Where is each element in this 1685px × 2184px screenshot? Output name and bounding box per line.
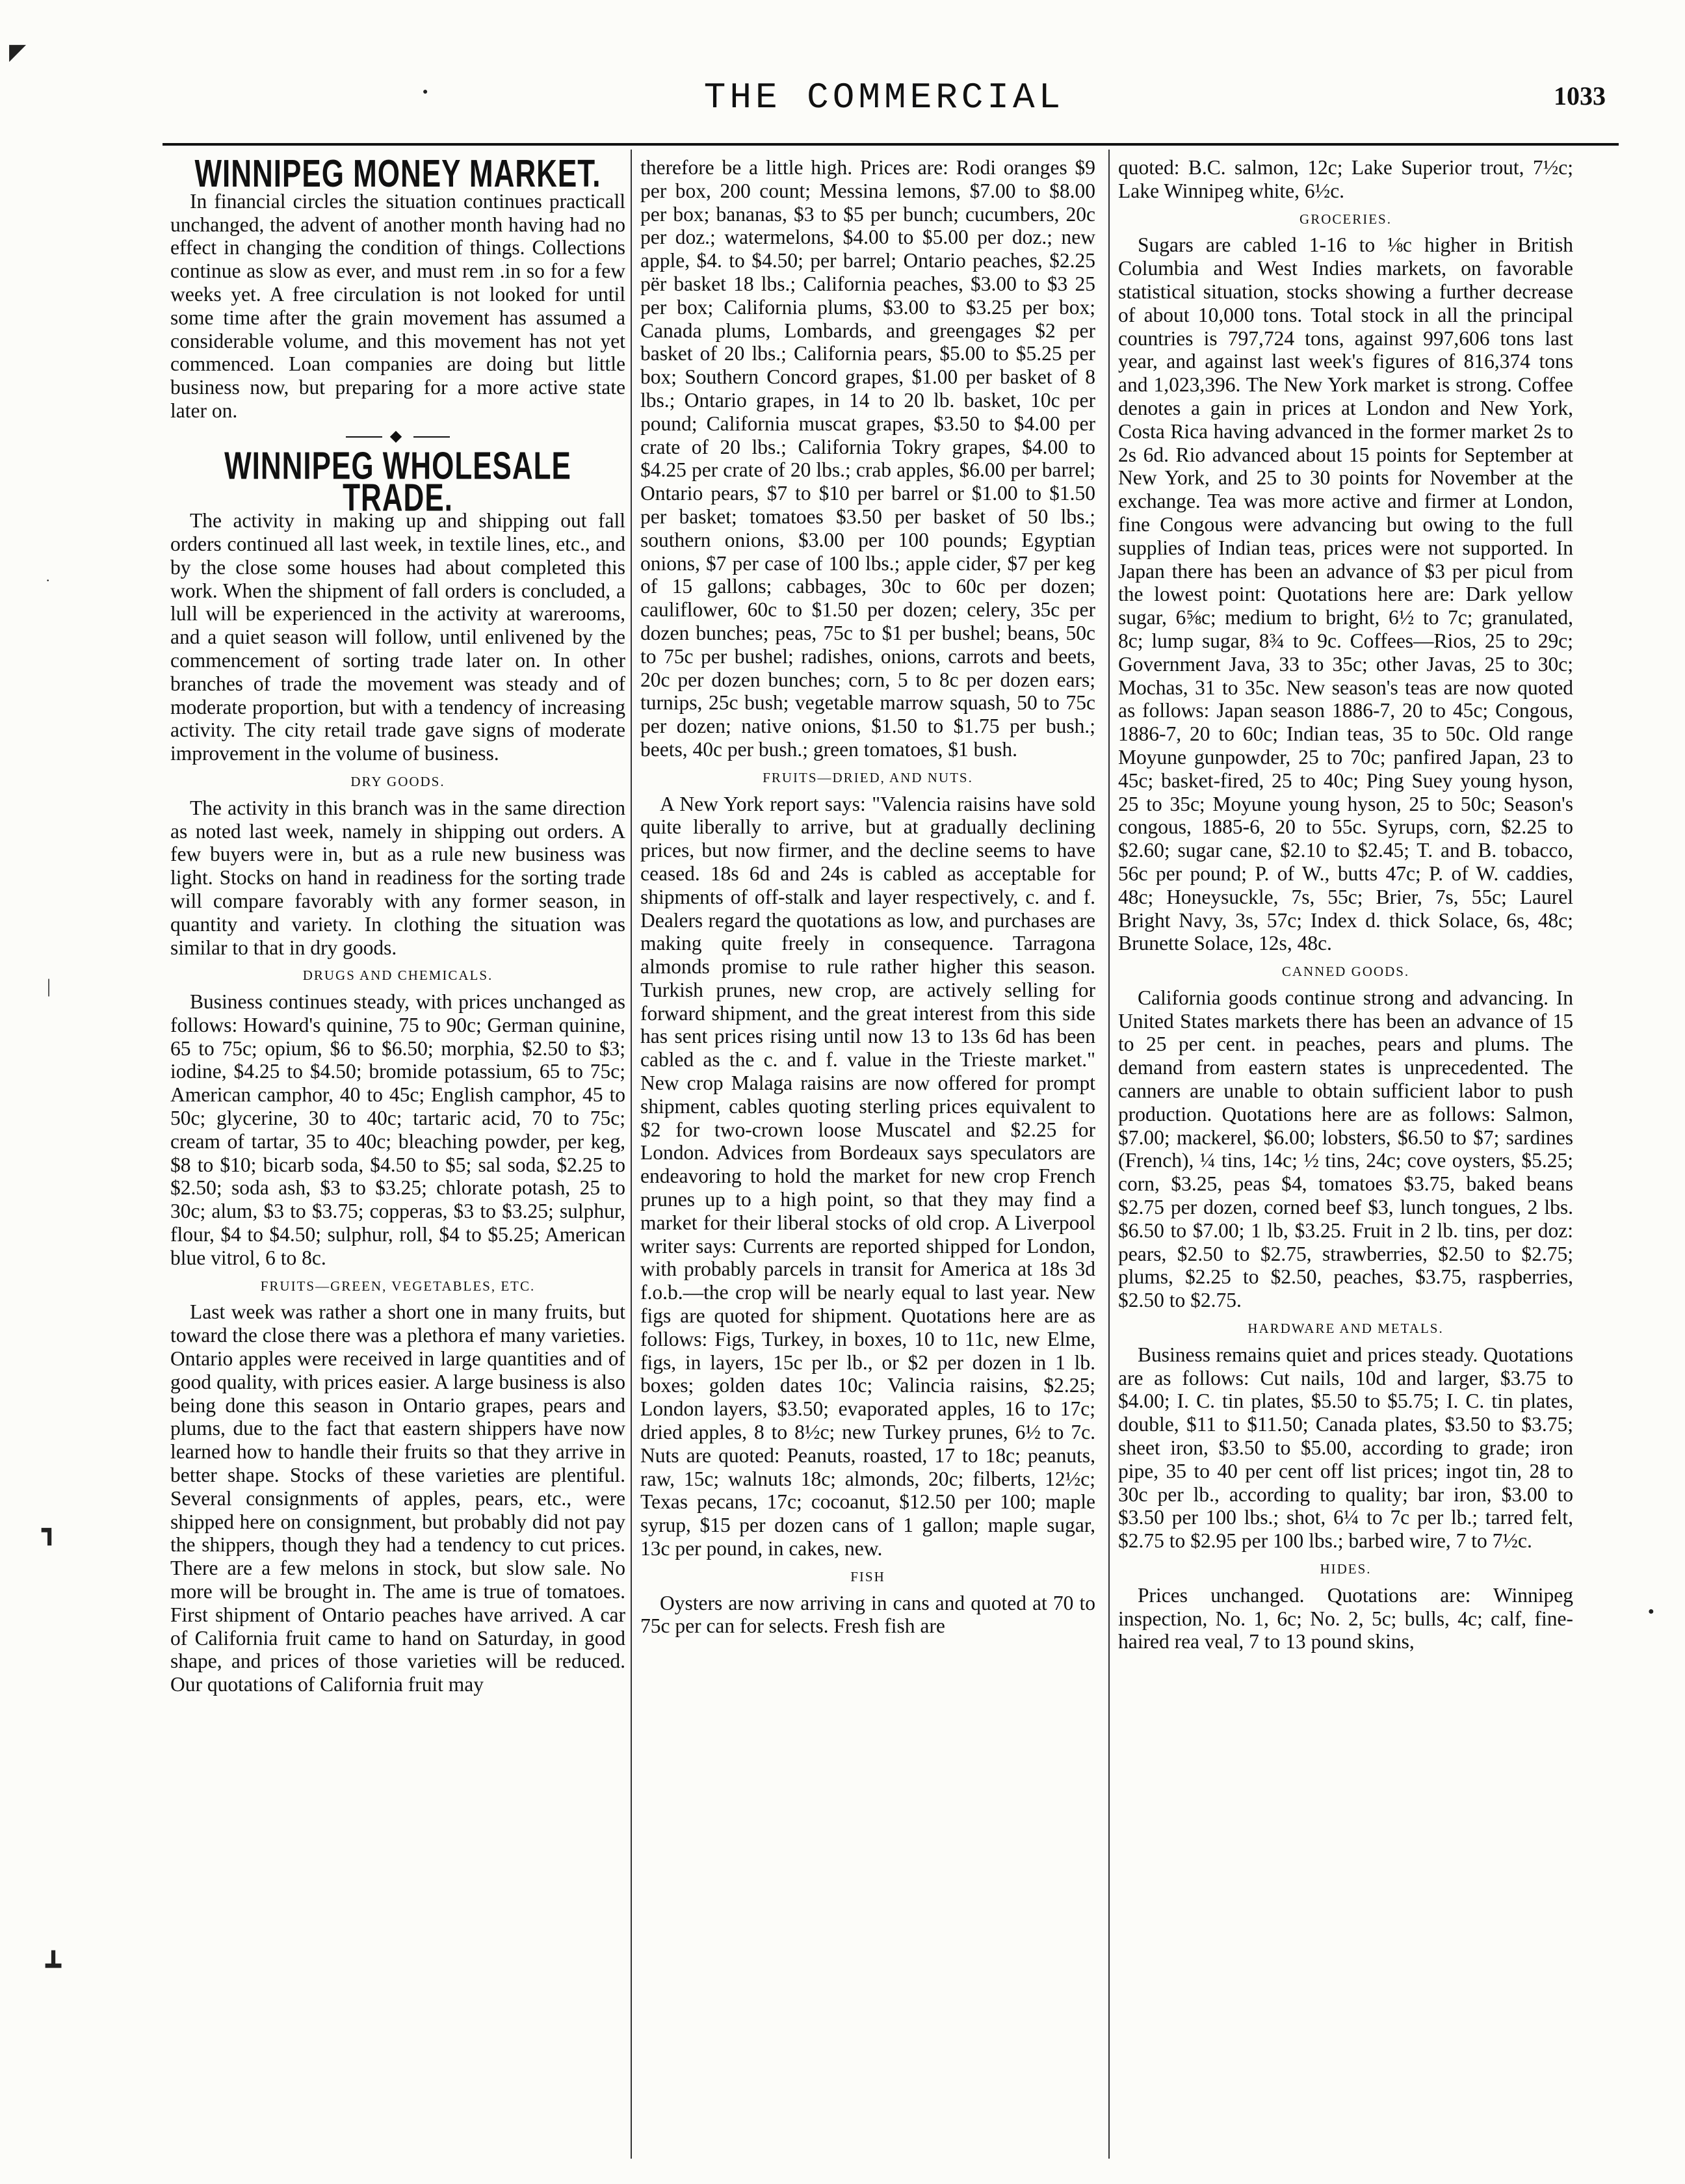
column-1 [170, 152, 625, 1696]
header-rule [163, 143, 1619, 146]
article-paragraph: In financial circles the situation continues practicall unchanged, the advent of another month having had no effect in changing the condition of things. Collections continue as slow as ever, and must rem .in so for a few weeks yet. A free circulation is not looked for until some time after the grain movement has assumed a considerable volume, and this movement has not yet commenced. Loan companies are doing but little business now, but preparing for a more active state later on. [170, 189, 625, 422]
subsection-heading: HARDWARE AND METALS. [1247, 1321, 1444, 1337]
article-paragraph: The activity in making up and shipping out fall orders continued all last week, in textile lines, etc., and by the close some houses had about completed this work. When the shipment of fall orders is concluded, a lull will be experienced in the activity at warerooms, and a quiet season will follow, until enlivened by the commencement of sorting trade later on. In other branches of trade the movement was steady and of moderate proportion, but with a tendency of increasing activity. The city retail trade gave signs of moderate improvement in the volume of business. [170, 509, 625, 765]
page-number: 1033 [1554, 81, 1606, 111]
article-paragraph: Oysters are now arriving in cans and quoted at 70 to 75c per can for selects. Fresh fish are [640, 1591, 1095, 1638]
subsection-heading: FRUITS—GREEN, VEGETABLES, ETC. [260, 1278, 536, 1294]
subsection-heading: DRUGS AND CHEMICALS. [302, 967, 493, 984]
article-paragraph: therefore be a little high. Prices are: Rodi oranges $9 per box, 200 count; Messina lemons, $7.00 to $8.00 per box; bananas, $3 to $5 per bunch; cucumbers, 20c per doz.; watermelons, $4.00 to $5.00 per doz.; new apple, $4. to $4.50; per barrel; Ontario peaches, $2.25 për basket 18 lbs.; California peaches, $3.00 to $3 25 per box; California plums, $3.00 to $3.25 per box; Canada plums, Lombards, and greengages $2 per basket of 20 lbs.; California pears, $5.00 to $5.25 per box; Southern Concord grapes, $1.00 per basket of 8 lbs.; Ontario grapes, in 14 to 20 lb. basket, 10c per pound; California muscat grapes, $3.50 to $4.00 per crate of 20 lbs.; California Tokry grapes, $4.00 to $4.25 per crate of 20 lbs.; crab apples, $6.00 per barrel; Ontario pears, $7 to $10 per barrel or $1.00 to $1.50 per basket; tomatoes $3.50 per basket of 50 lbs.; southern onions, $3.00 per 100 pounds; Egyptian onions, $7 per case of 100 lbs.; apple cider, $7 per keg of 15 gallons; cabbages, 30c to 60c per dozen; cauliflower, 60c to $1.50 per dozen; celery, 35c per dozen bunches; peas, 75c to $1 per bushel; beans, 50c to 75c per bushel; radishes, onions, carrots and beets, 20c per dozen bunches; corn, 5 to 8c per dozen ears; turnips, 25c bush; vegetable marrow squash, 50 to 75c per dozen; native onions, $1.50 to $1.75 per bush.; beets, 40c per bush.; green tomatoes, $1 bush. [640, 156, 1095, 761]
subsection-heading: HIDES. [1320, 1561, 1372, 1577]
subsection-heading: FISH [850, 1568, 885, 1585]
masthead-title: THE COMMERCIAL [703, 77, 1065, 118]
article-paragraph: A New York report says: "Valencia raisins have sold quite liberally to arrive, but at gradually declining prices, but now firmer, and the decline seems to have ceased. 18s 6d and 24s is cabled as acceptable for shipments of off-stalk and layer respectively, c. and f. Dealers regard the quotations as low, and purchases are making quite freely in consequence. Tarragona almonds promise to rule rather higher this season. Turkish prunes, new crop, are actively selling for forward shipment, and the great interest from this side has sent prices rising until now 13 to 13s 6d has been cabled as the c. and f. value in the Trieste market." New crop Malaga raisins are now offered for prompt shipment, cables quoting sterling prices equivalent to $2 for two-crown loose Muscatel and $2.25 for London. Advices from Bordeaux says speculators are endeavoring to hold the market for new crop French prunes up to a high point, so that they may find a market for their liberal stocks of old crop. A Liverpool writer says: Currents are reported shipped for London, with probably parcels in transit for America at 18s 3d f.o.b.—the crop will be nearly equal to last year. New figs are quoted for shipment. Quotations here are as follows: Figs, Turkey, in boxes, 10 to 11c, new Elme, figs, in layers, 15c per lb., or $2 per dozen in 1 lb. boxes; golden dates 10c; Valincia raisins, $2.25; London layers, $3.50; evaporated apples, 16 to 17c; dried apples, 8 to 8½c; new Turkey prunes, 6½ to 7c. Nuts are quoted: Peanuts, roasted, 17 to 18c; peanuts, raw, 15c; walnuts 18c; almonds, 20c; filberts, 12½c; Texas pecans, 17c; cocoanut, $12.50 per 100; maple syrup, $15 per dozen cans of 1 gallon; maple sugar, 13c per pound, in cakes, new. [640, 792, 1095, 1560]
subsection-heading: DRY GOODS. [350, 773, 445, 789]
article-paragraph: The activity in this branch was in the same direction as noted last week, namely in shipping out orders. A few buyers were in, but as a rule new business was light. Stocks on hand in readiness for the sorting trade will compare favorably with any former season, in quantity and variety. In clothing the situation was similar to that in dry goods. [170, 796, 625, 959]
article-paragraph: Business continues steady, with prices unchanged as follows: Howard's quinine, 75 to 90c; German quinine, 65 to 75c; opium, $6 to $6.50; morphia, $2.50 to $3; iodine, $4.25 to $4.50; bromide potassium, 65 to 75c; American camphor, 40 to 45c; English camphor, 45 to 50c; glycerine, 30 to 40c; tartaric acid, 70 to 75c; cream of tartar, 35 to 40c; bleaching powder, per keg, $8 to $10; bicarb soda, $4.50 to $5; sal soda, $2.25 to $2.50; soda ash, $3 to $3.25; chlorate potash, 25 to 30c; alum, $3 to $3.75; copperas, $3 to $3.25; sulphur, flour, $4 to $4.50; sulphur, roll, $4 to $5.25; American blue vitrol, 6 to 8c. [170, 990, 625, 1269]
subsection-heading: GROCERIES. [1300, 211, 1392, 227]
speck-icon: ● [423, 87, 428, 97]
page-header [163, 77, 1606, 129]
article-paragraph: Sugars are cabled 1-16 to ⅛c higher in British Columbia and West Indies markets, on favorable statistical situation, stocks showing a further decrease of about 10,000 tons. Total stock in all the principal countries is 797,724 tons, against 997,606 tons last year, and against last week's figures of 816,374 tons and 1,023,396. The New York market is strong. Coffee denotes a gain in prices at London and New York, Costa Rica having advanced in the former market 2s to 2s 6d. Rio advanced about 15 points for September at New York, and 25 to 30 points for November at the exchange. Tea was more active and firmer at London, fine Congous were advancing but owing to the full supplies of Indian teas, prices were not supported. In Japan there has been an advance of $3 per picul from the lowest point: Quotations here are: Dark yellow sugar, 6⅝c; medium to bright, 6½ to 7c; granulated, 8c; lump sugar, 8¾ to 9c. Coffees—Rios, 25 to 29c; Government Java, 33 to 35c; other Javas, 25 to 30c; Mochas, 31 to 35c. New season's teas are now quoted as follows: Japan season 1886-7, 20 to 45c; Congous, 1886-7, 20 to 60c; Indian teas, 35 to 50c. Old range Moyune gunpowder, 25 to 70c; panfired Japan, 23 to 45c; basket-fired, 25 to 40c; Ping Suey young hyson, 25 to 35c; Moyune young hyson, 25 to 50c; Season's congous, 1885-6, 20 to 55c. Syrups, corn, $2.25 to $2.60; sugar cane, $2.10 to $2.45; T. and B. tobacco, 56c per pound; P. of W., butts 47c; P. of W. caddies, 48c; Honeysuckle, 7s, 55c; Brier, 7s, 55c; Laurel Bright Navy, 3s, 57c; Index d. thick Solace, 6s, 48c; Brunette Solace, 12s, 48c. [1118, 233, 1573, 955]
article-paragraph: Last week was rather a short one in many fruits, but toward the close there was a plethora ef many varieties. Ontario apples were received in large quantities and of good quality, with prices easier. A large business is also being done this season in Ontario grapes, pears and plums, due to the fact that eastern shippers have now learned how to handle their fruits so that they arrive in better shape. Stocks of these varieties are plentiful. Several consignments of apples, pears, etc., were shipped here on consignment, but probably did not pay the shippers, though they had a tendency to cut prices. There are a few melons in stock, but slow sale. No more will be brought in. The ame is true of tomatoes. First shipment of Ontario peaches have arrived. A car of California fruit came to hand on Saturday, in good shape, and prices of those varieties will be reduced. Our quotations of California fruit may [170, 1300, 625, 1696]
speck-icon: · [46, 572, 51, 588]
section-heading: WINNIPEG MONEY MARKET. [194, 152, 601, 196]
column-3 [1118, 156, 1573, 1653]
speck-icon: ● [1648, 1606, 1654, 1617]
subsection-heading: FRUITS—DRIED, AND NUTS. [763, 769, 973, 785]
column-divider [1108, 150, 1110, 2159]
article-paragraph: quoted: B.C. salmon, 12c; Lake Superior trout, 7½c; Lake Winnipeg white, 6½c. [1118, 156, 1573, 202]
article-paragraph: California goods continue strong and advancing. In United States markets there has been an advance of 15 to 25 per cent. in peaches, pears and plums. The demand from eastern states is unprecedented. The canners are unable to obtain sufficient labor to push production. Quotations here are as follows: Salmon, $7.00; mackerel, $6.00; lobsters, $6.50 to $7; sardines (French), ¼ tins, 14c; ½ tins, 24c; cove oysters, $5.25; corn, $3.25, peas $4, tomatoes $3.75, baked beans $2.75 per dozen, corned beef $3, lunch tongues, 2 lbs. $6.50 to $7.00; 1 lb, $3.25. Fruit in 2 lb. tins, per doz: pears, $2.50 to $2.75, strawberries, $2.50 to $2.75; plums, $2.25 to $2.50, peaches, $3.75, raspberries, $2.50 to $2.75. [1118, 986, 1573, 1312]
subsection-heading: CANNED GOODS. [1281, 964, 1410, 980]
speck-icon: | [47, 975, 51, 997]
binding-mark-icon: ┻ [46, 1951, 62, 1980]
article-paragraph: Business remains quiet and prices steady. Quotations are as follows: Cut nails, 10d and larger, $3.75 to $4.00; I. C. tin plates, $5.50 to $5.75; I. C. tin plates, double, $11 to $11.50; Canada plates, $3.50 to $3.75; sheet iron, $3.50 to $5.00, according to grade; iron pipe, 35 to 40 per cent off list prices; ingot tin, 28 to 30c per lb., according to quality; bar iron, $3.00 to $3.50 per 100 lbs.; shot, 6¼ to 7c per lb.; tarred felt, $2.75 to $2.95 per 100 lbs.; barbed wire, 7 to 7½c. [1118, 1343, 1573, 1553]
section-heading: WINNIPEG WHOLESALE TRADE. [224, 444, 571, 520]
binding-mark-icon: ┓ [42, 1516, 58, 1545]
corner-mark-icon: ◤ [9, 40, 27, 64]
section-ornament: ◆ [170, 425, 625, 449]
column-2 [640, 156, 1095, 1638]
column-divider [631, 150, 632, 2159]
article-paragraph: Prices unchanged. Quotations are: Winnipeg inspection, No. 1, 6c; No. 2, 5c; bulls, 4c; calf, fine-haired rea veal, 7 to 13 pound skins, [1118, 1583, 1573, 1653]
